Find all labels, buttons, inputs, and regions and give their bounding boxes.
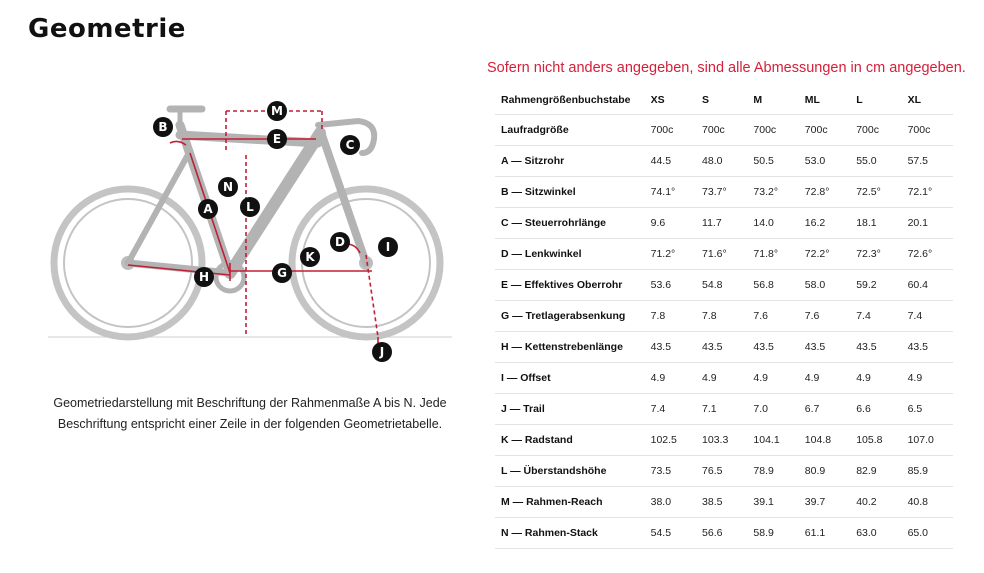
- table-cell: 72.8°: [799, 177, 850, 208]
- table-cell: 53.6: [645, 270, 696, 301]
- svg-text:H: H: [198, 270, 210, 284]
- marker-b: [153, 117, 173, 137]
- table-row: [495, 518, 953, 549]
- table-cell: 4.9: [850, 363, 901, 394]
- header-cell: L: [850, 86, 901, 115]
- table-cell: 40.8: [902, 487, 953, 518]
- table-cell: 700c: [645, 115, 696, 146]
- table-cell: 73.7°: [696, 177, 747, 208]
- table-row: [495, 146, 953, 177]
- header-cell: ML: [799, 86, 850, 115]
- bike-diagram: [40, 95, 460, 375]
- table-cell: 72.3°: [850, 239, 901, 270]
- table-cell: 16.2: [799, 208, 850, 239]
- svg-text:E: E: [272, 132, 282, 146]
- table-row: [495, 456, 953, 487]
- row-label: H — Kettenstrebenlänge: [495, 332, 645, 363]
- table-cell: 700c: [799, 115, 850, 146]
- table-cell: 6.6: [850, 394, 901, 425]
- table-cell: 39.7: [799, 487, 850, 518]
- table-cell: 104.8: [799, 425, 850, 456]
- table-cell: 14.0: [747, 208, 798, 239]
- header-cell: S: [696, 86, 747, 115]
- table-cell: 6.7: [799, 394, 850, 425]
- table-cell: 40.2: [850, 487, 901, 518]
- svg-text:C: C: [345, 138, 355, 152]
- table-cell: 6.5: [902, 394, 953, 425]
- table-cell: 76.5: [696, 456, 747, 487]
- marker-e: [267, 129, 287, 149]
- svg-text:N: N: [222, 180, 234, 194]
- table-row: [495, 208, 953, 239]
- table-row: [495, 394, 953, 425]
- table-cell: 20.1: [902, 208, 953, 239]
- table-cell: 9.6: [645, 208, 696, 239]
- svg-text:B: B: [158, 120, 168, 134]
- table-cell: 7.4: [850, 301, 901, 332]
- row-label: D — Lenkwinkel: [495, 239, 645, 270]
- table-cell: 78.9: [747, 456, 798, 487]
- table-cell: 82.9: [850, 456, 901, 487]
- svg-text:D: D: [335, 235, 345, 249]
- table-cell: 4.9: [645, 363, 696, 394]
- table-cell: 7.4: [902, 301, 953, 332]
- table-cell: 72.2°: [799, 239, 850, 270]
- row-label: B — Sitzwinkel: [495, 177, 645, 208]
- marker-g: [272, 263, 292, 283]
- table-cell: 4.9: [902, 363, 953, 394]
- table-cell: 38.5: [696, 487, 747, 518]
- marker-j: [372, 342, 392, 362]
- row-label: J — Trail: [495, 394, 645, 425]
- table-cell: 44.5: [645, 146, 696, 177]
- table-cell: 72.6°: [902, 239, 953, 270]
- marker-k: [300, 247, 320, 267]
- table-cell: 7.8: [645, 301, 696, 332]
- geometry-table: [495, 86, 953, 549]
- table-cell: 72.5°: [850, 177, 901, 208]
- units-note: Sofern nicht anders angegeben, sind alle Abmessungen in cm angegeben.: [487, 60, 966, 76]
- header-cell: XS: [645, 86, 696, 115]
- table-cell: 43.5: [902, 332, 953, 363]
- table-cell: 38.0: [645, 487, 696, 518]
- table-cell: 59.2: [850, 270, 901, 301]
- table-cell: 7.4: [645, 394, 696, 425]
- table-row: [495, 425, 953, 456]
- table-cell: 102.5: [645, 425, 696, 456]
- row-label: A — Sitzrohr: [495, 146, 645, 177]
- table-cell: 55.0: [850, 146, 901, 177]
- table-cell: 4.9: [799, 363, 850, 394]
- table-cell: 7.1: [696, 394, 747, 425]
- table-cell: 700c: [747, 115, 798, 146]
- table-cell: 7.6: [799, 301, 850, 332]
- table-cell: 63.0: [850, 518, 901, 549]
- table-cell: 4.9: [747, 363, 798, 394]
- table-cell: 4.9: [696, 363, 747, 394]
- table-cell: 11.7: [696, 208, 747, 239]
- table-cell: 74.1°: [645, 177, 696, 208]
- table-row: [495, 487, 953, 518]
- table-cell: 103.3: [696, 425, 747, 456]
- table-body: [495, 115, 953, 549]
- table-row: [495, 177, 953, 208]
- table-row: [495, 115, 953, 146]
- table-cell: 54.5: [645, 518, 696, 549]
- table-cell: 43.5: [747, 332, 798, 363]
- marker-m: [267, 101, 287, 121]
- table-cell: 60.4: [902, 270, 953, 301]
- marker-n: [218, 177, 238, 197]
- table-cell: 43.5: [696, 332, 747, 363]
- row-label: C — Steuerrohrlänge: [495, 208, 645, 239]
- header-cell: Rahmengrößenbuchstabe: [495, 86, 645, 115]
- bike-geometry-figure: [40, 95, 460, 375]
- table-cell: 7.0: [747, 394, 798, 425]
- row-label: L — Überstandshöhe: [495, 456, 645, 487]
- row-label: M — Rahmen-Reach: [495, 487, 645, 518]
- table-cell: 58.9: [747, 518, 798, 549]
- marker-d: [330, 232, 350, 252]
- table-cell: 43.5: [799, 332, 850, 363]
- table-row: [495, 301, 953, 332]
- table-cell: 53.0: [799, 146, 850, 177]
- table-cell: 65.0: [902, 518, 953, 549]
- marker-l: [240, 197, 260, 217]
- table-header-row: [495, 86, 953, 115]
- marker-a: [198, 199, 218, 219]
- table-row: [495, 363, 953, 394]
- row-label: N — Rahmen-Stack: [495, 518, 645, 549]
- table-cell: 48.0: [696, 146, 747, 177]
- table-cell: 71.8°: [747, 239, 798, 270]
- svg-text:I: I: [385, 240, 391, 254]
- table-cell: 72.1°: [902, 177, 953, 208]
- header-cell: XL: [902, 86, 953, 115]
- table-cell: 73.2°: [747, 177, 798, 208]
- table-row: [495, 270, 953, 301]
- table-cell: 73.5: [645, 456, 696, 487]
- table-cell: 61.1: [799, 518, 850, 549]
- table-cell: 71.2°: [645, 239, 696, 270]
- row-label: K — Radstand: [495, 425, 645, 456]
- header-cell: M: [747, 86, 798, 115]
- row-label: G — Tretlagerabsenkung: [495, 301, 645, 332]
- table-cell: 18.1: [850, 208, 901, 239]
- table-cell: 107.0: [902, 425, 953, 456]
- table-cell: 700c: [850, 115, 901, 146]
- marker-c: [340, 135, 360, 155]
- figure-caption: Geometriedarstellung mit Beschriftung der Rahmenmaße A bis N. Jede Beschriftung entspricht einer Zeile in der folgenden Geometrietabelle.: [53, 396, 447, 431]
- svg-text:K: K: [305, 250, 315, 264]
- table-cell: 700c: [696, 115, 747, 146]
- svg-text:J: J: [379, 345, 385, 359]
- svg-text:G: G: [277, 266, 287, 280]
- marker-h: [194, 267, 214, 287]
- table-cell: 50.5: [747, 146, 798, 177]
- row-label: Laufradgröße: [495, 115, 645, 146]
- table-cell: 57.5: [902, 146, 953, 177]
- table-cell: 104.1: [747, 425, 798, 456]
- table-row: [495, 239, 953, 270]
- table-cell: 85.9: [902, 456, 953, 487]
- table-cell: 58.0: [799, 270, 850, 301]
- svg-text:A: A: [203, 202, 213, 216]
- table-cell: 80.9: [799, 456, 850, 487]
- table-cell: 43.5: [850, 332, 901, 363]
- table-cell: 56.8: [747, 270, 798, 301]
- table-cell: 71.6°: [696, 239, 747, 270]
- row-label: E — Effektives Oberrohr: [495, 270, 645, 301]
- table-cell: 105.8: [850, 425, 901, 456]
- table-cell: 700c: [902, 115, 953, 146]
- page-title: Geometrie: [28, 14, 186, 44]
- table-cell: 56.6: [696, 518, 747, 549]
- table-row: [495, 332, 953, 363]
- table-cell: 7.8: [696, 301, 747, 332]
- row-label: I — Offset: [495, 363, 645, 394]
- svg-text:L: L: [246, 200, 254, 214]
- table-cell: 39.1: [747, 487, 798, 518]
- table-cell: 43.5: [645, 332, 696, 363]
- table-cell: 54.8: [696, 270, 747, 301]
- table-cell: 7.6: [747, 301, 798, 332]
- svg-text:M: M: [271, 104, 283, 118]
- marker-i: [378, 237, 398, 257]
